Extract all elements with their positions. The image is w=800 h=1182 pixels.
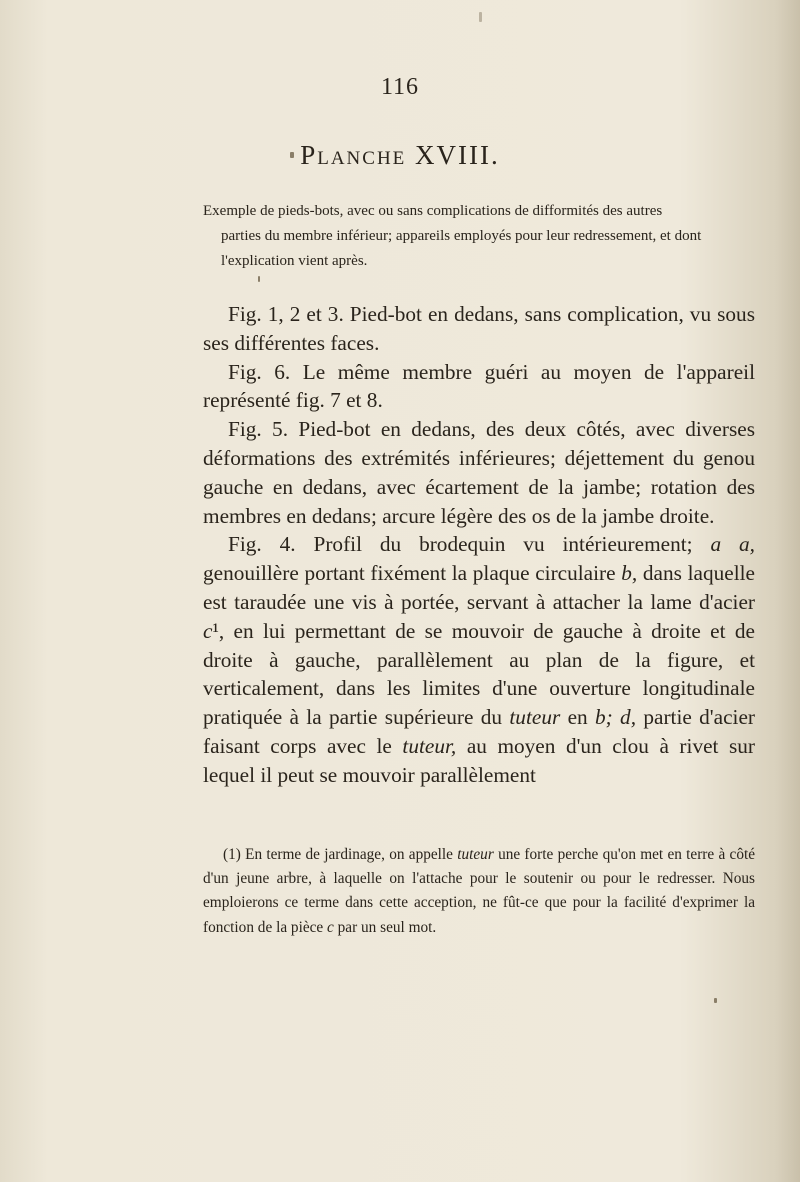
fig-4-tuteur-1: tuteur [509,705,561,730]
page-number: 116 [380,74,420,100]
paper-speck [290,152,294,158]
fig-1-2-3-description: Fig. 1, 2 et 3. Pied-bot en dedans, sans complication, vu sous ses différentes faces. [203,302,755,355]
footnote-text-c: une forte perche qu'on met en terre à côté d'un jeune arbre, à laquelle on l'attache pour le soutenir ou pour le redresser. Nous emploierons ce terme dans cette acception, ne fût-ce que pour la facilité d'exprimer la fonction de la pièce [203,846,756,936]
fig-4-text-i: en [567,705,588,730]
paper-speck [479,12,482,22]
fig-4-text-g: ¹, en lui permettant de se mouvoir de gauche à droite et de droite à gauche, parallèlement au plan de la figure, et verticalement, dans les limites d'une ouverture longitudinale pratiquée à la partie supérieure du [203,618,755,730]
footnote [203,843,755,940]
fig-4-text-e: dans laquelle est taraudée une vis à portée, servant à attacher la lame d'acier [203,561,755,614]
plate-caption [203,199,755,274]
fig-4-ref-c: c [203,618,213,643]
fig-4-tuteur-2: tuteur, [402,733,457,758]
fig-4-ref-b: b, [621,561,638,586]
footnote-tuteur: tuteur [457,846,494,863]
fig-5-description: Fig. 5. Pied-bot en dedans, des deux côtés, avec diverses déformations des extrémités inférieures; déjettement du genou gauche en dedans, avec écartement de la jambe; rotation des membres en dedans; arcure légère des os de la jambe droite. [203,417,755,528]
paper-speck [714,998,717,1003]
fig-4-text-m: au moyen d'un clou à rivet sur lequel il peut se mouvoir parallèlement [203,733,756,787]
footnote-paragraph [203,843,755,940]
fig-4-ref-bd: b; d, [595,705,637,730]
figure-descriptions [203,300,755,790]
fig-4-text-c: genouillère portant fixément la plaque circulaire [203,561,616,586]
footnote-text-a: (1) En terme de jardinage, on appelle [223,846,453,863]
fig-4-text-a: Fig. 4. Profil du brodequin vu intérieurement; [228,532,693,557]
fig-4-text-k: partie d'acier faisant corps avec le [203,705,755,758]
fig-4-description [203,530,755,789]
caption-line-1: Exemple de pieds-bots, avec ou sans complications de difformités des autres [203,203,663,219]
paper-speck [258,276,260,282]
footnote-ref-c: c [327,918,334,936]
plate-title: Planche XVIII. [300,140,500,170]
fig-6-description: Fig. 6. Le même membre guéri au moyen de l'appareil représenté fig. 7 et 8. [203,359,755,413]
footnote-text-e: par un seul mot. [337,918,437,936]
fig-4-ref-aa: a a, [710,532,755,557]
caption-continuation: parties du membre inférieur; appareils employés pour leur redressement, et dont l'explication vient après. [221,228,702,269]
